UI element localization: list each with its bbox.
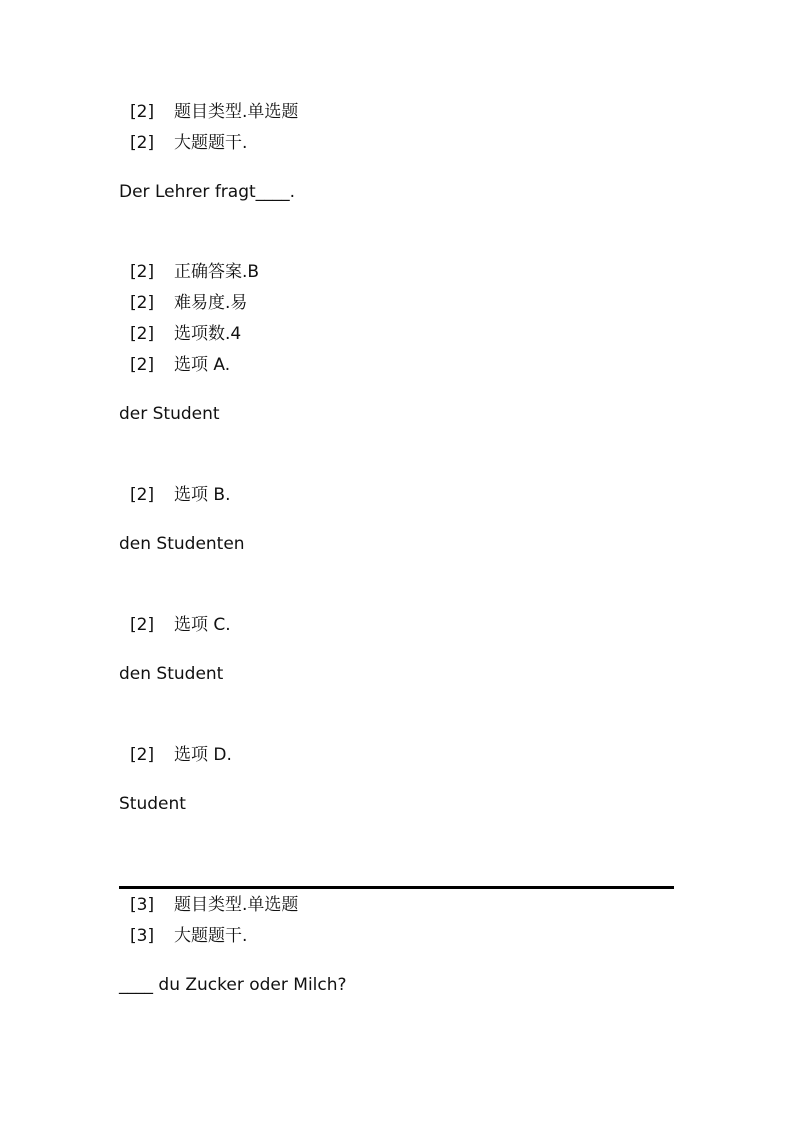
question-number: [2]: [130, 615, 155, 635]
option-d-label: 选项 D.: [174, 745, 232, 765]
question-number: [2]: [130, 324, 155, 344]
option-count-label: 选项数.4: [174, 324, 242, 344]
question-type-label: 题目类型.单选题: [174, 895, 299, 915]
option-b-label: 选项 B.: [174, 485, 231, 505]
question-number: [2]: [130, 485, 155, 505]
question-number: [3]: [130, 926, 155, 946]
stem-label: 大题题干.: [174, 926, 248, 946]
option-a-text: der Student: [119, 404, 220, 424]
question-number: [2]: [130, 745, 155, 765]
question-number: [2]: [130, 355, 155, 375]
question-number: [2]: [130, 262, 155, 282]
question-number: [2]: [130, 293, 155, 313]
q3-stem-text: ____ du Zucker oder Milch?: [119, 975, 347, 995]
option-a-label: 选项 A.: [174, 355, 231, 375]
question-divider: [119, 886, 674, 889]
question-number: [2]: [130, 133, 155, 153]
correct-answer-label: 正确答案.B: [174, 262, 260, 282]
option-c-label: 选项 C.: [174, 615, 231, 635]
option-c-text: den Student: [119, 664, 224, 684]
question-number: [2]: [130, 102, 155, 122]
stem-label: 大题题干.: [174, 133, 248, 153]
q2-stem-text: Der Lehrer fragt____.: [119, 182, 296, 202]
difficulty-label: 难易度.易: [174, 293, 248, 313]
option-b-text: den Studenten: [119, 534, 245, 554]
option-d-text: Student: [119, 794, 186, 814]
question-number: [3]: [130, 895, 155, 915]
question-type-label: 题目类型.单选题: [174, 102, 299, 122]
